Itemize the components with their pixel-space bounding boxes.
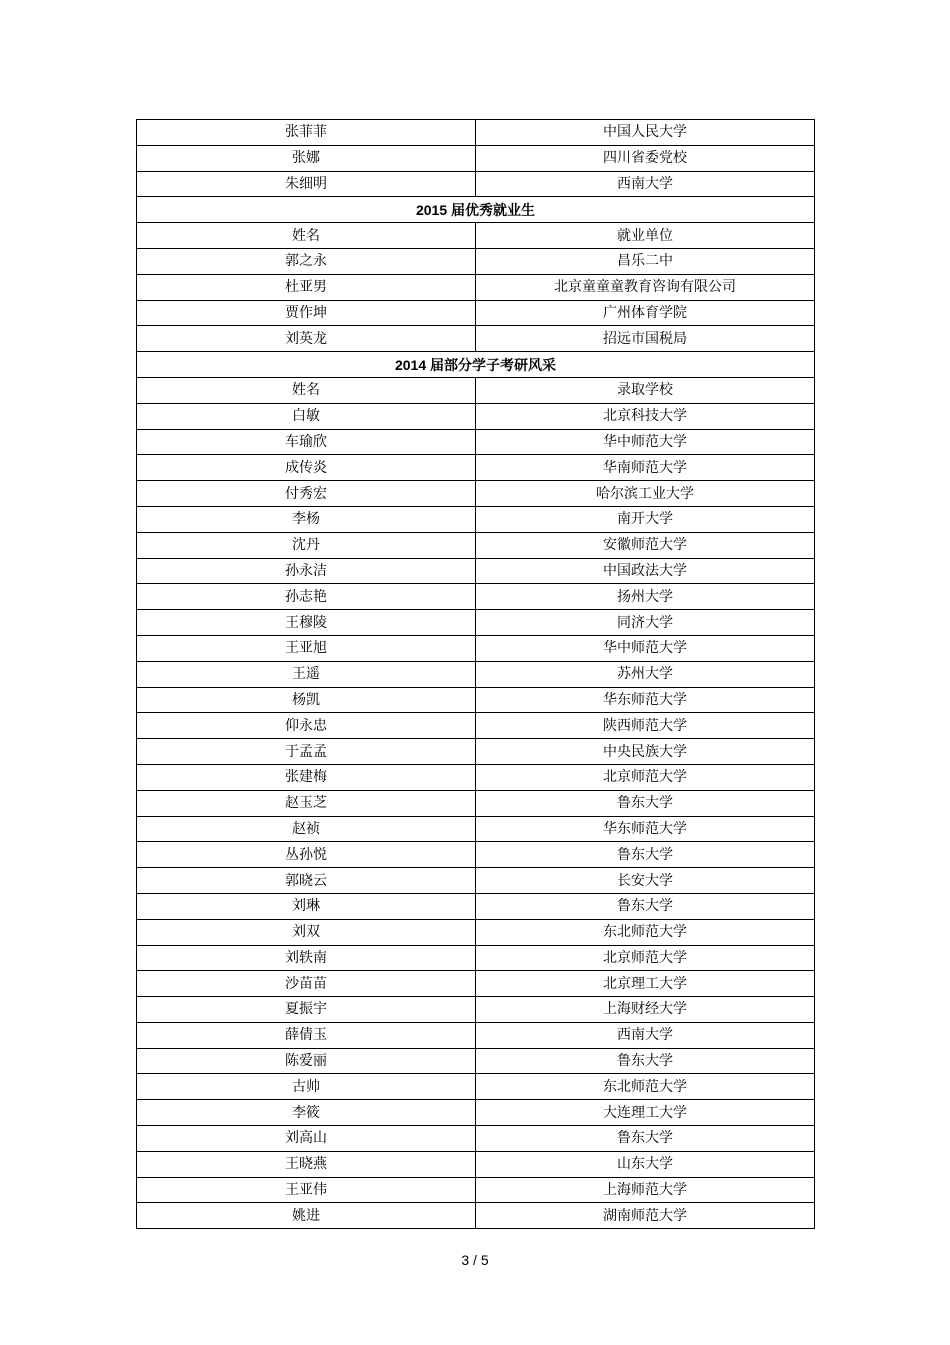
name-cell: 张娜 (137, 145, 476, 171)
name-cell: 李筱 (137, 1100, 476, 1126)
institution-cell: 北京科技大学 (476, 403, 815, 429)
institution-cell: 中国政法大学 (476, 558, 815, 584)
institution-cell: 北京师范大学 (476, 764, 815, 790)
institution-cell: 湖南师范大学 (476, 1203, 815, 1229)
table-row (137, 1151, 815, 1177)
name-cell: 王亚旭 (137, 635, 476, 661)
name-cell: 付秀宏 (137, 481, 476, 507)
institution-cell: 南开大学 (476, 506, 815, 532)
name-cell: 姓名 (137, 377, 476, 403)
institution-cell: 山东大学 (476, 1151, 815, 1177)
institution-cell: 招远市国税局 (476, 326, 815, 352)
table-row (137, 1100, 815, 1126)
name-cell: 赵祯 (137, 816, 476, 842)
table-row (137, 403, 815, 429)
institution-cell: 华东师范大学 (476, 816, 815, 842)
institution-cell: 北京童童童教育咨询有限公司 (476, 274, 815, 300)
table-row (137, 739, 815, 765)
institution-cell: 华南师范大学 (476, 455, 815, 481)
name-cell: 车瑜欣 (137, 429, 476, 455)
table-row (137, 1203, 815, 1229)
table-row (137, 971, 815, 997)
table-row (137, 145, 815, 171)
name-cell: 杜亚男 (137, 274, 476, 300)
name-cell: 刘英龙 (137, 326, 476, 352)
table-row (137, 1048, 815, 1074)
institution-cell: 华中师范大学 (476, 635, 815, 661)
table-row (137, 584, 815, 610)
institution-cell: 鲁东大学 (476, 842, 815, 868)
page-number: 3 / 5 (461, 1252, 489, 1268)
table-row (137, 945, 815, 971)
name-cell: 王亚伟 (137, 1177, 476, 1203)
table-row (137, 1177, 815, 1203)
table-row (137, 1022, 815, 1048)
section-row (137, 197, 815, 223)
name-cell: 夏振宇 (137, 997, 476, 1023)
name-cell: 刘琳 (137, 893, 476, 919)
name-cell: 姓名 (137, 223, 476, 249)
name-cell: 姚进 (137, 1203, 476, 1229)
name-cell: 王遥 (137, 661, 476, 687)
institution-cell: 昌乐二中 (476, 248, 815, 274)
name-cell: 沈丹 (137, 532, 476, 558)
institution-cell: 西南大学 (476, 1022, 815, 1048)
table-row (137, 635, 815, 661)
institution-cell: 北京师范大学 (476, 945, 815, 971)
table-row (137, 713, 815, 739)
table-row (137, 455, 815, 481)
table-row (137, 764, 815, 790)
table-row (137, 481, 815, 507)
table-row (137, 300, 815, 326)
table-row (137, 790, 815, 816)
section-heading: 2015 届优秀就业生 (137, 197, 815, 223)
table-row (137, 816, 815, 842)
institution-cell: 长安大学 (476, 868, 815, 894)
name-cell: 于孟孟 (137, 739, 476, 765)
students-table-body (137, 120, 815, 1229)
table-row (137, 506, 815, 532)
table-row (137, 274, 815, 300)
table-row (137, 223, 815, 249)
name-cell: 孙永洁 (137, 558, 476, 584)
table-row (137, 429, 815, 455)
name-cell: 刘轶南 (137, 945, 476, 971)
institution-cell: 东北师范大学 (476, 919, 815, 945)
institution-cell: 安徽师范大学 (476, 532, 815, 558)
table-row (137, 1126, 815, 1152)
name-cell: 白敏 (137, 403, 476, 429)
institution-cell: 上海财经大学 (476, 997, 815, 1023)
institution-cell: 中国人民大学 (476, 120, 815, 146)
name-cell: 孙志艳 (137, 584, 476, 610)
institution-cell: 同济大学 (476, 610, 815, 636)
table-row (137, 842, 815, 868)
institution-cell: 陕西师范大学 (476, 713, 815, 739)
table-row (137, 687, 815, 713)
institution-cell: 哈尔滨工业大学 (476, 481, 815, 507)
name-cell: 贾作坤 (137, 300, 476, 326)
institution-cell: 东北师范大学 (476, 1074, 815, 1100)
table-row (137, 248, 815, 274)
name-cell: 郭之永 (137, 248, 476, 274)
name-cell: 陈爱丽 (137, 1048, 476, 1074)
name-cell: 张菲菲 (137, 120, 476, 146)
name-cell: 赵玉芝 (137, 790, 476, 816)
table-row (137, 868, 815, 894)
institution-cell: 扬州大学 (476, 584, 815, 610)
institution-cell: 录取学校 (476, 377, 815, 403)
name-cell: 王穆陵 (137, 610, 476, 636)
section-heading: 2014 届部分学子考研风采 (137, 352, 815, 378)
table-row (137, 558, 815, 584)
table-row (137, 893, 815, 919)
table-row (137, 1074, 815, 1100)
name-cell: 丛孙悦 (137, 842, 476, 868)
name-cell: 朱细明 (137, 171, 476, 197)
name-cell: 沙苗苗 (137, 971, 476, 997)
institution-cell: 中央民族大学 (476, 739, 815, 765)
institution-cell: 华东师范大学 (476, 687, 815, 713)
institution-cell: 就业单位 (476, 223, 815, 249)
institution-cell: 西南大学 (476, 171, 815, 197)
institution-cell: 北京理工大学 (476, 971, 815, 997)
institution-cell: 鲁东大学 (476, 1126, 815, 1152)
name-cell: 杨凯 (137, 687, 476, 713)
institution-cell: 大连理工大学 (476, 1100, 815, 1126)
name-cell: 王晓燕 (137, 1151, 476, 1177)
section-row (137, 352, 815, 378)
institution-cell: 广州体育学院 (476, 300, 815, 326)
table-row (137, 171, 815, 197)
name-cell: 仰永忠 (137, 713, 476, 739)
institution-cell: 上海师范大学 (476, 1177, 815, 1203)
institution-cell: 苏州大学 (476, 661, 815, 687)
table-row (137, 326, 815, 352)
institution-cell: 四川省委党校 (476, 145, 815, 171)
students-table (136, 119, 815, 1229)
name-cell: 张建梅 (137, 764, 476, 790)
name-cell: 刘高山 (137, 1126, 476, 1152)
table-row (137, 661, 815, 687)
table-row (137, 120, 815, 146)
institution-cell: 鲁东大学 (476, 893, 815, 919)
table-row (137, 532, 815, 558)
institution-cell: 华中师范大学 (476, 429, 815, 455)
name-cell: 郭晓云 (137, 868, 476, 894)
institution-cell: 鲁东大学 (476, 790, 815, 816)
table-row (137, 997, 815, 1023)
name-cell: 古帅 (137, 1074, 476, 1100)
name-cell: 薛倩玉 (137, 1022, 476, 1048)
name-cell: 李杨 (137, 506, 476, 532)
table-row (137, 377, 815, 403)
name-cell: 刘双 (137, 919, 476, 945)
name-cell: 成传炎 (137, 455, 476, 481)
institution-cell: 鲁东大学 (476, 1048, 815, 1074)
table-row (137, 610, 815, 636)
table-row (137, 919, 815, 945)
